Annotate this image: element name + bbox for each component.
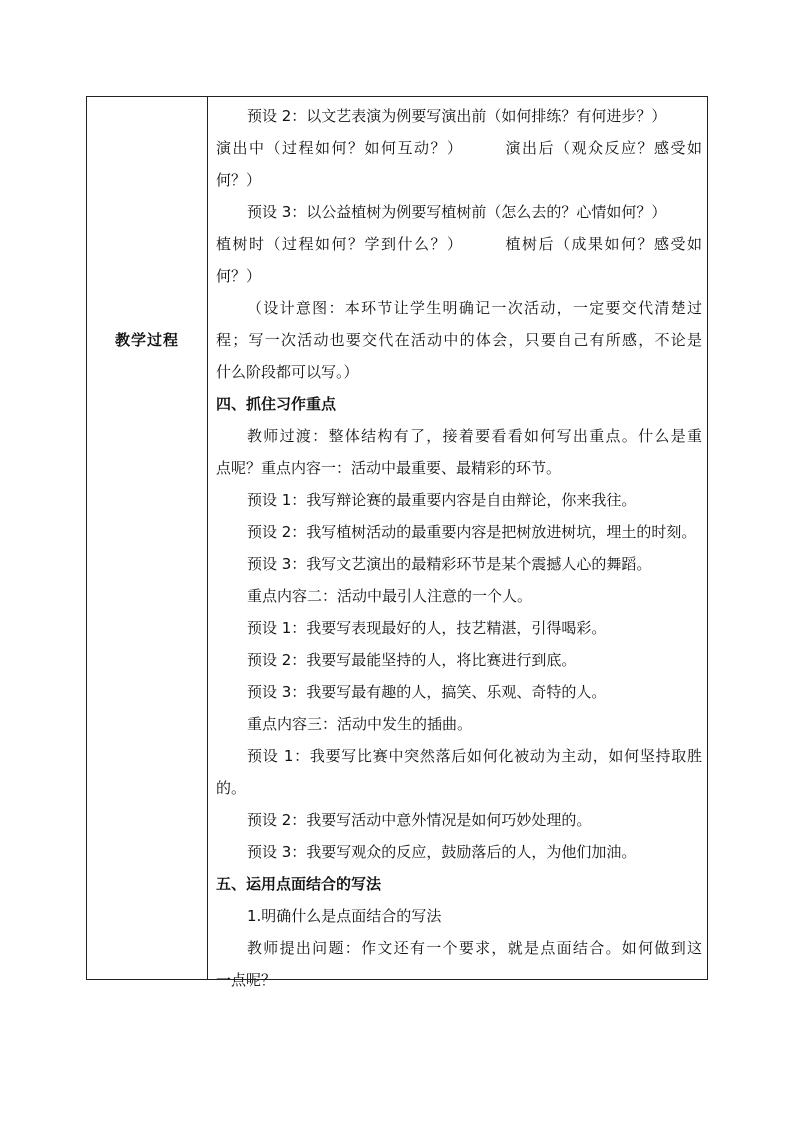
text-line: 重点内容二：活动中最引人注意的一个人。: [247, 587, 533, 605]
text-line: 预设 2：以文艺表演为例要写演出前（如何排练？有何进步？）: [247, 107, 667, 125]
lesson-table: [86, 96, 708, 989]
section-heading: 五、运用点面结合的写法: [216, 875, 382, 893]
text-line: 重点内容三：活动中发生的插曲。: [247, 715, 473, 733]
text-line: 预设 3：我要写观众的反应，鼓励落后的人，为他们加油。: [247, 843, 637, 861]
text-line: 何？）: [216, 267, 262, 285]
text-line: 预设 3：我写文艺演出的最精彩环节是某个震撼人心的舞蹈。: [247, 555, 652, 573]
text-line: 一点呢？: [216, 971, 277, 989]
text-line: 什么阶段都可以写。）: [216, 363, 359, 381]
text-line: 预设 1：我要写比赛中突然落后如何化被动为主动，如何坚持取胜: [247, 747, 702, 765]
text-line: 何？）: [216, 171, 262, 189]
text-line: （设计意图：本环节让学生明确记一次活动，一定要交代清楚过: [247, 299, 702, 317]
content-cell: [216, 100, 702, 996]
text-line: 预设 2：我写植树活动的最重要内容是把树放进树坑，埋土的时刻。: [247, 523, 697, 541]
label-cell: [87, 97, 207, 979]
column-divider: [207, 97, 208, 979]
text-line: 预设 3：以公益植树为例要写植树前（怎么去的？心情如何？）: [247, 203, 667, 221]
section-heading: 四、抓住习作重点: [216, 395, 337, 413]
text-line: 点呢？重点内容一：活动中最重要、最精彩的环节。: [216, 459, 562, 477]
text-line: 预设 2：我要写活动中意外情况是如何巧妙处理的。: [247, 811, 592, 829]
text-line: 教师提出问题：作文还有一个要求，就是点面结合。如何做到这: [247, 939, 702, 957]
text-line: 预设 1：我写辩论赛的最重要内容是自由辩论，你来我往。: [247, 491, 637, 509]
text-line: 预设 3：我要写最有趣的人，搞笑、乐观、奇特的人。: [247, 683, 607, 701]
text-line: 的。: [216, 779, 247, 797]
text-line: 演出中（过程如何？如何互动？） 演出后（观众反应？感受如: [216, 139, 702, 157]
text-line: 1.明确什么是点面结合的写法: [247, 907, 442, 925]
section-label: 教学过程: [114, 331, 179, 349]
text-line: 程；写一次活动也要交代在活动中的体会，只要自己有所感，不论是: [216, 331, 702, 349]
text-line: 植树时（过程如何？学到什么？） 植树后（成果如何？感受如: [216, 235, 702, 253]
text-line: 教师过渡：整体结构有了，接着要看看如何写出重点。什么是重: [247, 427, 702, 445]
text-line: 预设 1：我要写表现最好的人，技艺精湛，引得喝彩。: [247, 619, 607, 637]
text-line: 预设 2：我要写最能坚持的人，将比赛进行到底。: [247, 651, 577, 669]
